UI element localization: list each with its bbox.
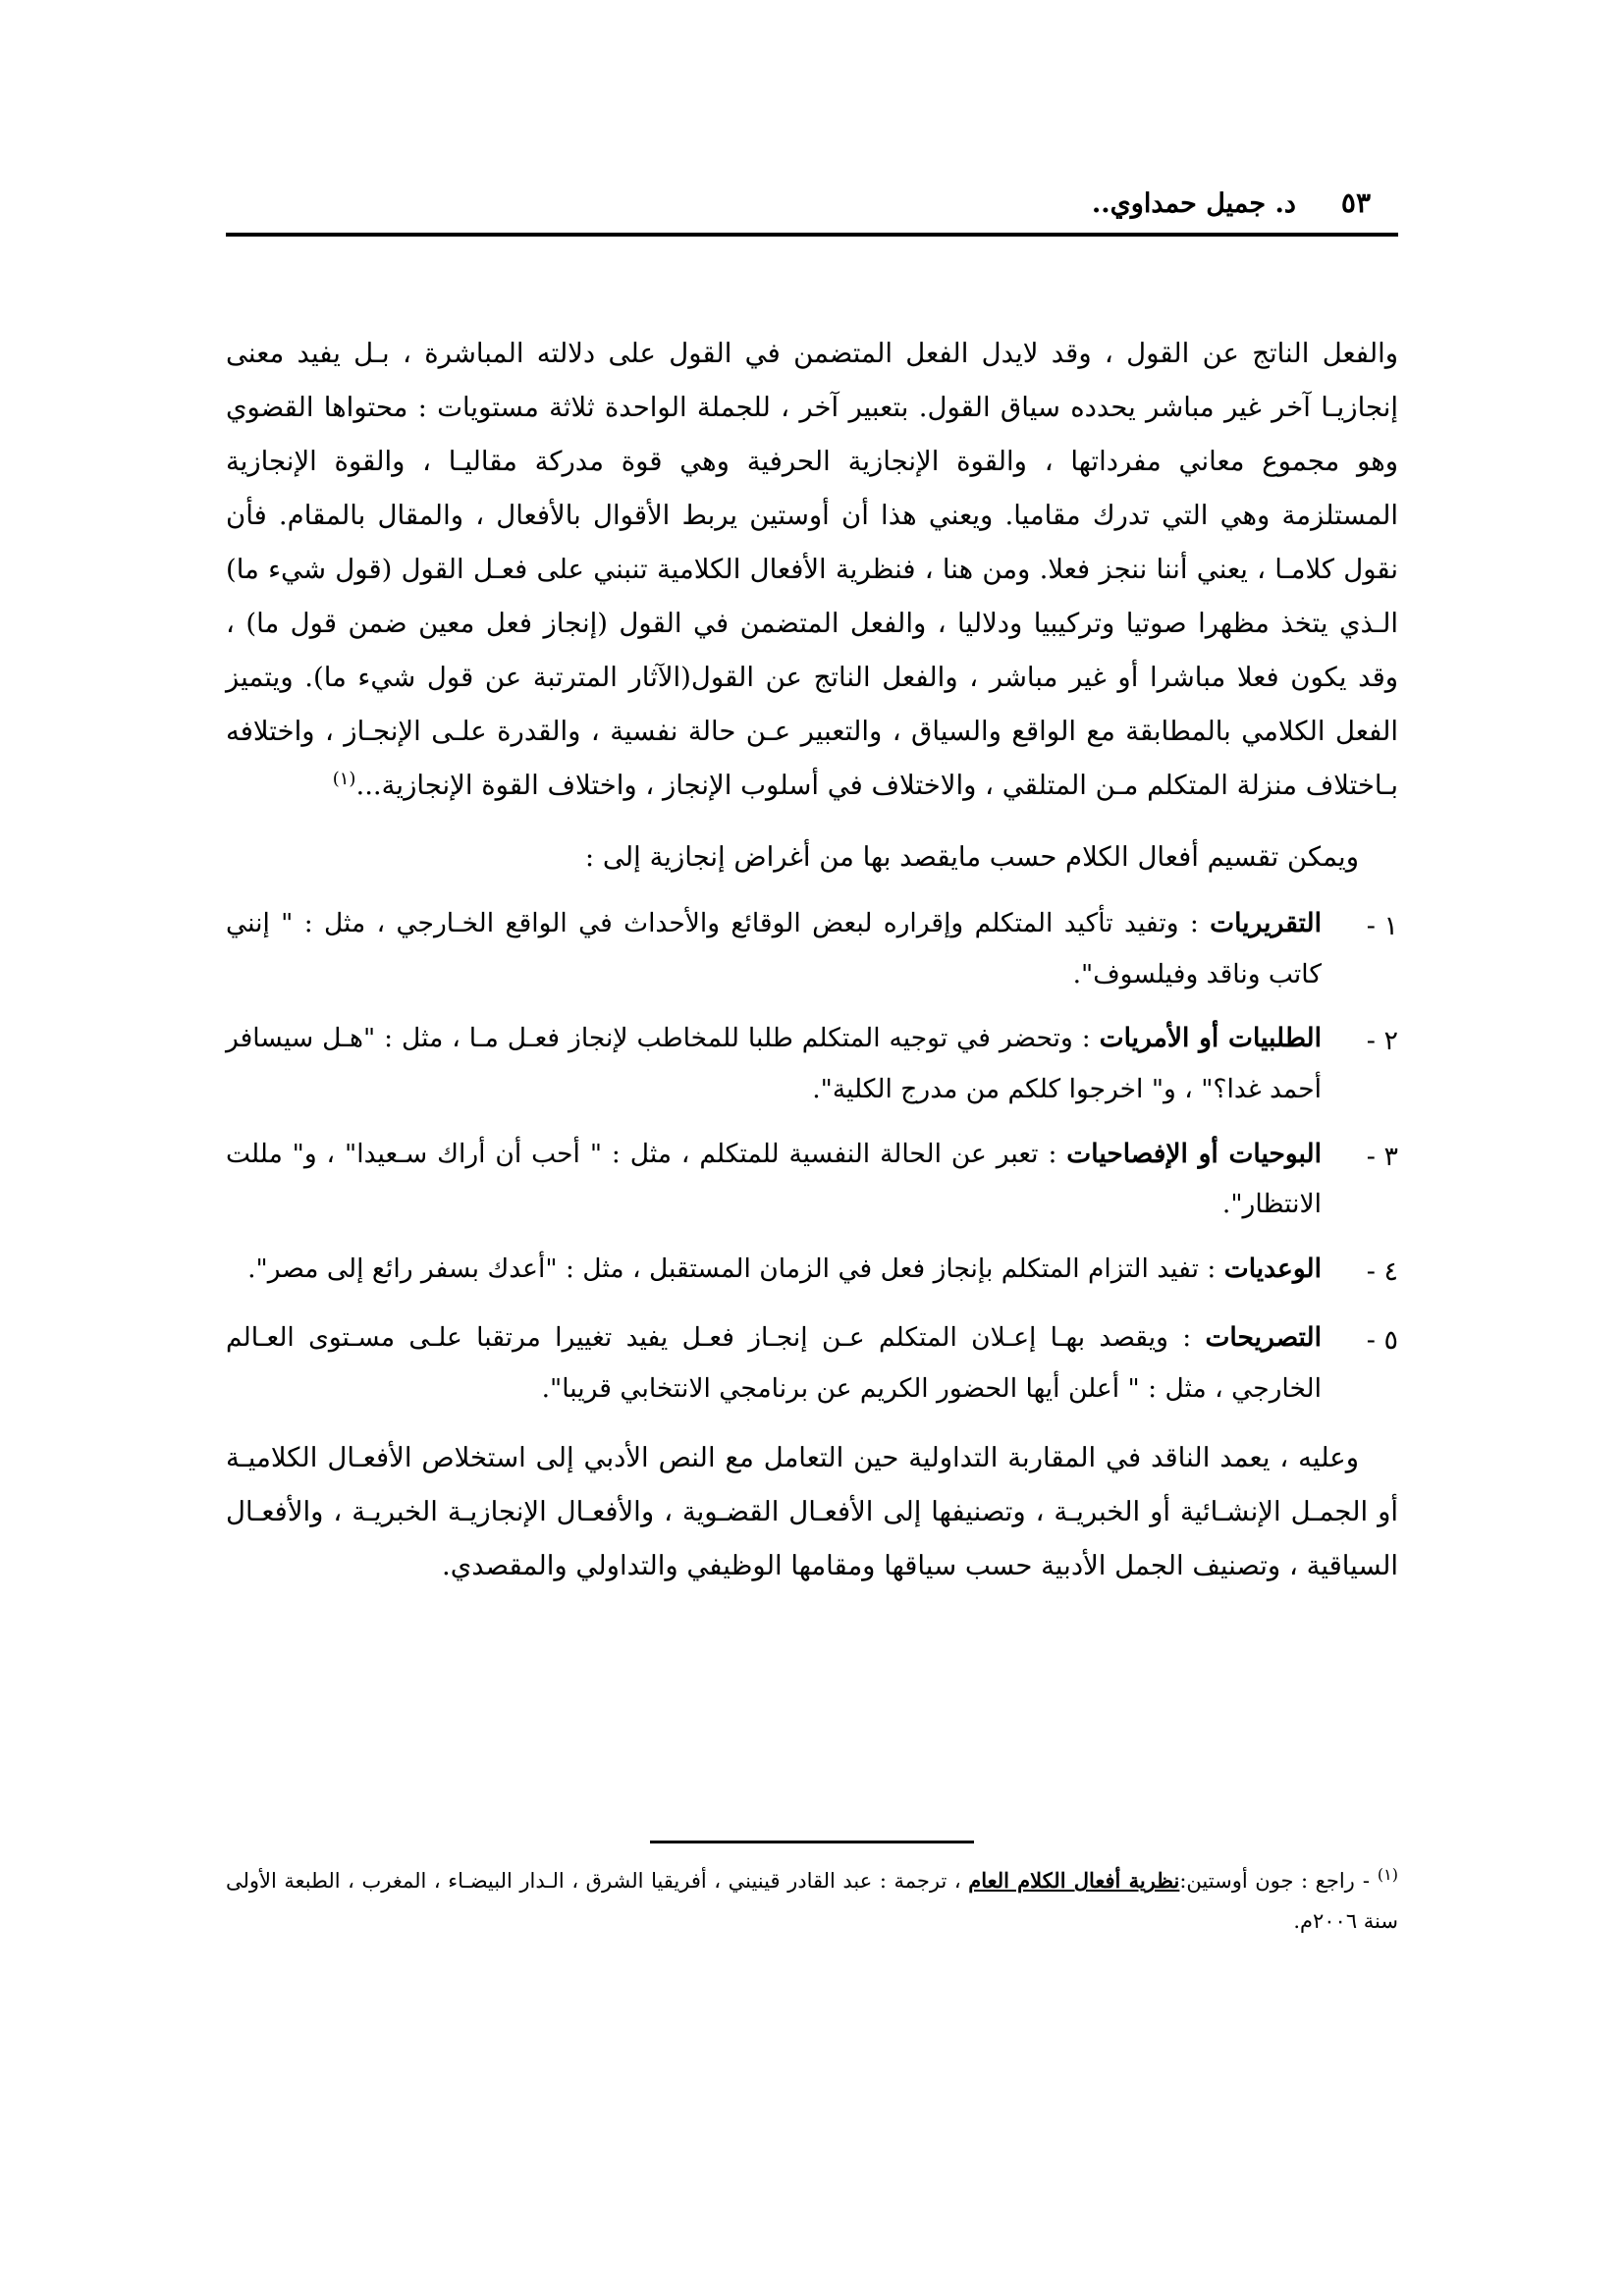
list-item <box>226 898 1398 999</box>
header-divider <box>226 233 1398 237</box>
list-item-description: : تفيد التزام المتكلم بإنجاز فعل في الزمان المستقبل ، مثل : "أعدك بسفر رائع إلى مصر". <box>247 1254 1224 1285</box>
footnote-title: نظرية أفعال الكلام العام <box>968 1868 1180 1893</box>
footnote-1 <box>226 1859 1398 1942</box>
list-item-marker: ١ - <box>1366 911 1398 941</box>
footnote-mark: (١) <box>1377 1865 1399 1884</box>
list-item-description: : وتحضر في توجيه المتكلم طلبا للمخاطب لإنجاز فعـل مـا ، مثل : "هـل سيسافر أحمد غدا؟" ، و" اخرجوا كلكم من مدرج الكلية". <box>226 1023 1322 1105</box>
list-item-marker: ٤ - <box>1366 1256 1398 1288</box>
list-item-term: التصريحات <box>1205 1322 1322 1354</box>
list-item-marker: ٣ - <box>1366 1141 1398 1172</box>
paragraph-1 <box>226 327 1398 813</box>
list-item-marker: ٥ - <box>1366 1325 1398 1357</box>
paragraph-3: وعليه ، يعمد الناقد في المقاربة التداولية حين التعامل مع النص الأدبي إلى استخلاص الأفعـال الكلاميـة أو الجمـل الإنشـائية أو الخبريـة ، وتصنيفها إلى الأفعـال القضـوية ، والأفعـال الإنجازيـة الخبريـة ، والأفعـال السياقية ، وتصنيف الجمل الأدبية حسب سياقها ومقامها الوظيفي والتداولي والمقصدي. <box>226 1442 1398 1582</box>
footnote-dash: - <box>1362 1869 1370 1893</box>
paragraph-1-text: والفعل الناتج عن القول ، وقد لايدل الفعل المتضمن في القول على دلالته المباشرة ، بـل يفيد معنى إنجازيـا آخر غير مباشر يحدده سياق القول. بتعبير آخر ، للجملة الواحدة ثلاثة مستويات : محتواها القضوي وهو مجموع معاني مفرداتها ، والقوة الإنجازية الحرفية وهي قوة مدركة مقاليـا ، والقوة الإنجازية المستلزمة وهي التي تدرك مقاميا. ويعني هذا أن أوستين يربط الأقوال بالأفعال ، والمقال بالمقام. فأن نقول كلامـا ، يعني أننا ننجز فعلا. ومن هنا ، فنظرية الأفعال الكلامية تنبني على فعـل القول (قول شيء ما) الـذي يتخذ مظهرا صوتيا وتركيبيا ودلاليا ، والفعل المتضمن في القول (إنجاز فعل معين ضمن قول ما) ، وقد يكون فعلا مباشرا أو غير مباشر ، والفعل الناتج عن القول(الآثار المترتبة عن قول شيء ما). ويتميز الفعل الكلامي بالمطابقة مع الواقع والسياق ، والتعبير عـن حالة نفسية ، والقدرة علـى الإنجـاز ، واختلافه بـاختلاف منزلة المتكلم مـن المتلقي ، والاختلاف في أسلوب الإنجاز ، واختلاف القوة الإنجازية... <box>226 338 1398 801</box>
list-item <box>226 1244 1398 1299</box>
header-author: د. جميل حمداوي.. <box>1091 188 1296 219</box>
footnote-divider <box>650 1841 974 1843</box>
list-item-description: : تعبر عن الحالة النفسية للمتكلم ، مثل : " أحب أن أراك سـعيدا" ، و" مللت الانتظار". <box>226 1138 1322 1220</box>
list-item-content <box>226 1312 1322 1414</box>
page-number: ٥٣ <box>1340 187 1371 219</box>
list-item-term: الطلبيات أو الأمريات <box>1099 1023 1322 1054</box>
list-item-content <box>226 1013 1322 1114</box>
footnote-area <box>226 1841 1398 1942</box>
list-item <box>226 1129 1398 1230</box>
list-item <box>226 1312 1398 1414</box>
page-header <box>226 187 1398 237</box>
list-item-term: التقريريات <box>1210 908 1322 938</box>
list-item-term: البوحيات أو الإفصاحيات <box>1066 1138 1322 1169</box>
body-text <box>226 327 1398 1593</box>
list-item-description: : وتفيد تأكيد المتكلم وإقراره لبعض الوقائع والأحداث في الواقع الخـارجي ، مثل : " إنني كاتب وناقد وفيلسوف". <box>226 908 1322 989</box>
list-item-content <box>226 1129 1322 1230</box>
list-item-description: : ويقصد بهـا إعـلان المتكلم عـن إنجـاز فعـل يفيد تغييرا مرتقبا علـى مسـتوى العـالم الخارجي ، مثل : " أعلن أيها الحضور الكريم عن برنامجي الانتخابي قريبا". <box>226 1322 1322 1404</box>
footnote-text-before: راجع : جون أوستين: <box>1179 1869 1355 1893</box>
list-item-marker: ٢ - <box>1366 1026 1398 1057</box>
footnote-text-after: ، ترجمة : عبد القادر قينيني ، أفريقيا الشرق ، الـدار البيضـاء ، المغرب ، الطبعة الأولى سنة ٢٠٠٦م. <box>226 1869 1398 1933</box>
list-item-term: الوعديات <box>1223 1254 1322 1285</box>
list-item <box>226 1013 1398 1114</box>
page-content <box>226 187 1398 1601</box>
speech-acts-list <box>226 898 1398 1414</box>
list-item-content <box>226 1244 1322 1295</box>
header-row <box>226 187 1398 219</box>
paragraph-2: ويمكن تقسيم أفعال الكلام حسب مايقصد بها من أغراض إنجازية إلى : <box>584 841 1359 873</box>
footnote-reference-1: (١) <box>332 768 356 789</box>
list-item-content <box>226 898 1322 999</box>
